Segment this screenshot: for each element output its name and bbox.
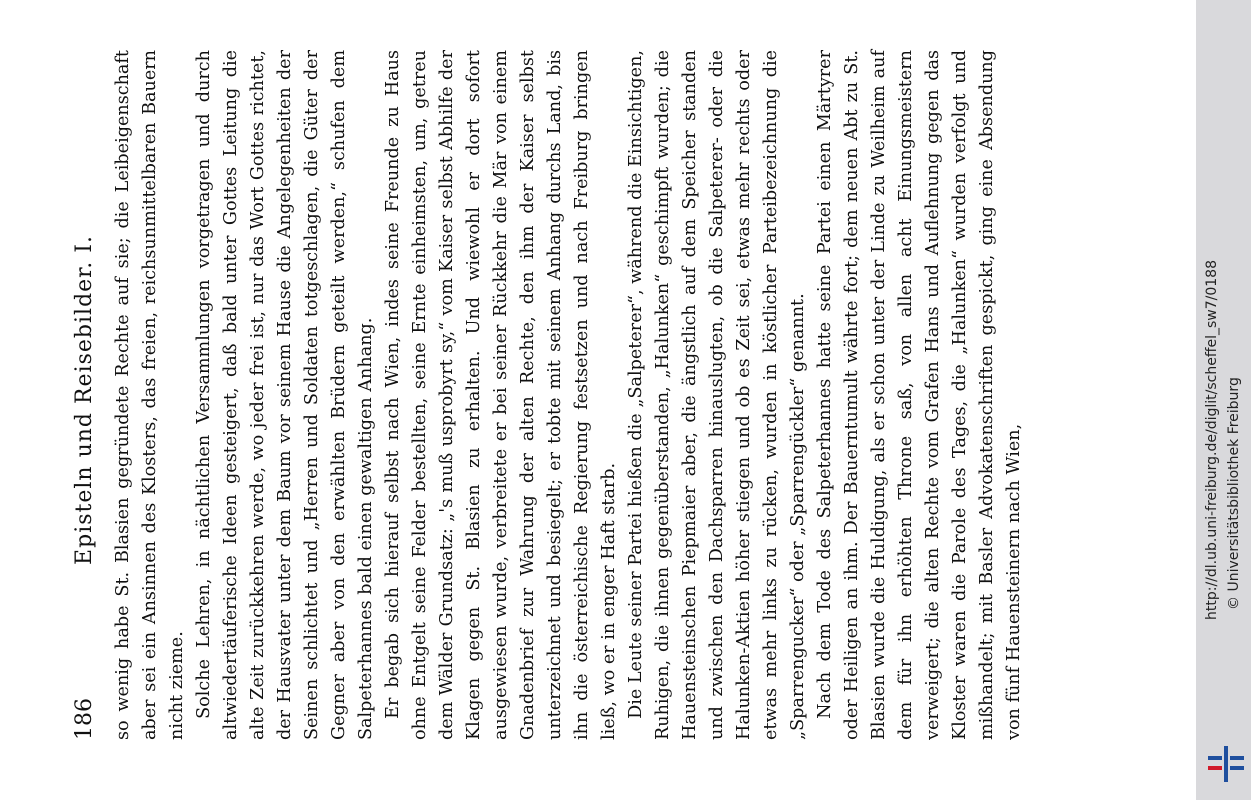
paragraph: Nach dem Tode des Salpeterhannes hatte seine Partei einen Märtyrer oder Heiligen an ihm. Der Bauerntumult währte fort; dem neuen Abt zu St. Blasien wurde die Huldigung, als er schon unter der Linde zu Weilheim auf dem für ihn erhöhten Throne saß, von allen acht Einungsmeistern verweigert; die alten Rechte vom Grafen Hans und Auflehnung gegen das Kloster waren die Parole des Tages, die „Halunken“ wurden verfolgt und mißhandelt; mit Basler Advokatenschriften gespickt, ging eine Absendung von fünf Hauensteinern nach Wien, [815,50,1024,740]
page-content [50,0,1146,800]
running-head: Episteln und Reisebilder. I. [72,235,97,565]
attribution-sidebar [1196,0,1251,800]
copyright-notice: © Universitätsbibliothek Freiburg [1226,377,1242,610]
attribution-content [1196,0,1251,800]
paragraph: Er begab sich hierauf selbst nach Wien, indes seine Freunde zu Haus ohne Entgelt seine Felder bestellten, seine Ernte einheimsten, um, getreu dem Wälder Grundsatz: „'s muß usprobyrt sy,“ vom Kaiser selbst Abhilfe der Klagen gegen St. Blasien zu erhalten. Und wiewohl er dort sofort ausgewiesen wurde, verbreitete er bei seiner Rückkehr die Mär von einem Gnadenbrief zur Wahrung der alten Rechte, den ihm der Kaiser selbst unterzeichnet und besiegelt; er tobte mit seinem Anhang durchs Land, bis ihn die österreichische Regierung festsetzen und nach Freiburg bringen ließ, wo er in enger Haft starb. [383,50,619,740]
page-number: 186 [72,698,97,740]
page-header [72,60,102,740]
paragraph: Die Leute seiner Partei hießen die „Salpeterer“, während die Einsichtigen, Ruhigen, die ihnen gegenüberstanden, „Halunken“ geschimpft wurden; die Hauensteinschen Piepmaier aber, die ängstlich auf dem Speicher standen und zwischen den Dachsparren hinauslugten, ob die Salpeterer- oder die Halunken-Aktien höher stiegen und ob es Zeit sei, etwas mehr rechts oder etwas mehr links zu rücken, wurden in köstlicher Parteibezeichnung die „Sparrengucker“ oder „Sparrengückler“ genannt. [626,50,808,740]
body-text [110,50,1028,740]
paragraph: Solche Lehren, in nächtlichen Versammlungen vorgetragen und durch altwiedertäuferische Ideen gesteigert, daß bald unter Gottes Leitung die alte Zeit zurückkehren werde, wo jeder frei ist, nur das Wort Gottes richtet, der Hausvater unter dem Baum vor seinem Hause die Angelegenheiten der Seinen schlichtet und „Herren und Soldaten totgeschlagen, die Güter der Gegner aber von den erwählten Brüdern geteilt werden,“ schufen dem Salpeterhannes bald einen gewaltigen Anhang. [194,50,376,740]
source-url[interactable]: http://dl.ub.uni-freiburg.de/diglit/scheffel_sw7/0188 [1204,260,1220,620]
paragraph: so wenig habe St. Blasien gegründete Rechte auf sie; die Leibeigenschaft aber sei ein Ansinnen des Klosters, das freien, reichsunmittelbaren Bauern nicht zieme. [113,50,187,740]
library-logo-icon [1206,744,1246,784]
